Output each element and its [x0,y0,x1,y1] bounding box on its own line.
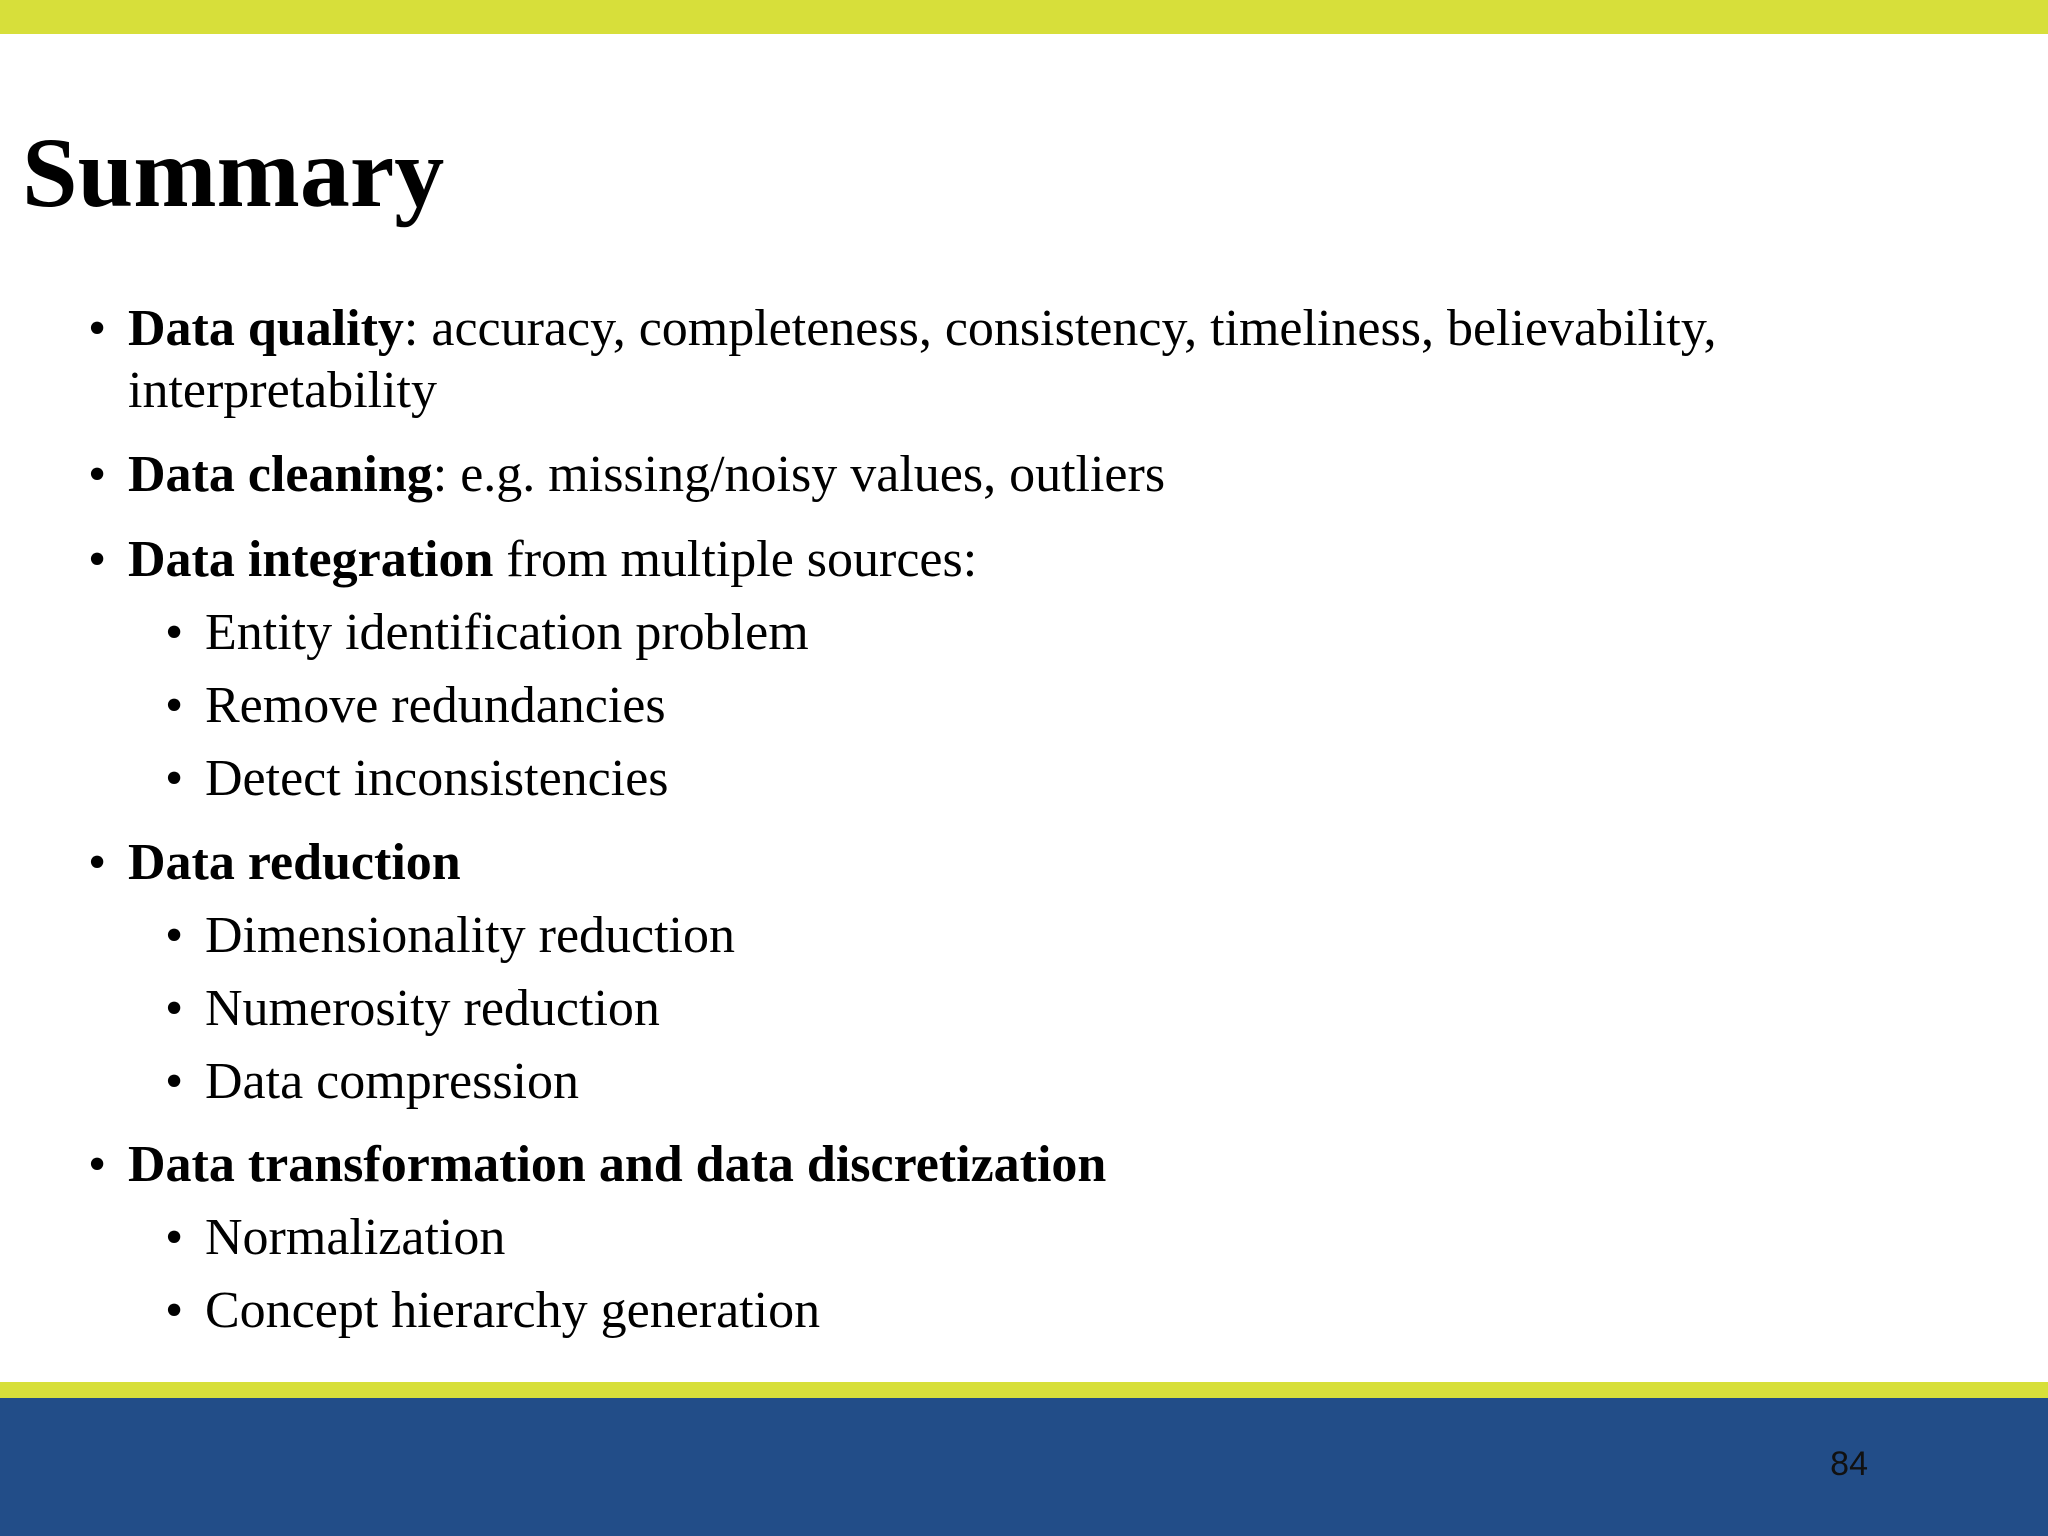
sub-bullet-text: Detect inconsistencies [205,750,669,807]
bullet-text: interpretability [128,362,438,419]
bullet-data-integration [88,529,978,591]
bullet-dot: • [165,677,184,734]
bullet-term: Data cleaning [128,446,433,503]
bullet-term: Data transformation and data discretization [128,1136,1107,1193]
sub-bullet [165,978,660,1040]
sub-bullet-text: Data compression [205,1053,580,1110]
bullet-term: Data quality [128,300,404,357]
bullet-dot: • [165,750,184,807]
bullet-data-cleaning [88,444,1166,506]
bullet-data-quality [88,298,1717,360]
bullet-dot: • [165,1209,184,1266]
sub-bullet-text: Normalization [205,1209,506,1266]
bullet-term: Data reduction [128,834,461,891]
footer-accent-line [0,1382,2048,1398]
bullet-dot: • [88,834,107,891]
page-number: 84 [1830,1445,1868,1483]
bullet-text: from multiple sources: [493,531,978,588]
sub-bullet-text: Concept hierarchy generation [205,1282,821,1339]
bullet-dot: • [165,604,184,661]
footer-bar [0,1398,2048,1536]
sub-bullet-text: Numerosity reduction [205,980,660,1037]
slide-title: Summary [22,117,445,228]
bullet-dot: • [165,1053,184,1110]
top-accent-bar [0,0,2048,34]
bullet-text: : accuracy, completeness, consistency, timeliness, believability, [403,300,1717,357]
sub-bullet [165,748,669,810]
bullet-dot: • [165,1282,184,1339]
bullet-dot: • [88,1136,107,1193]
bullet-data-transformation [88,1134,1107,1196]
sub-bullet-text: Entity identification problem [205,604,809,661]
sub-bullet [165,602,809,664]
sub-bullet [165,1207,506,1269]
sub-bullet-text: Remove redundancies [205,677,666,734]
bullet-dot: • [165,907,184,964]
bullet-dot: • [165,980,184,1037]
bullet-dot: • [88,531,107,588]
sub-bullet [165,675,666,737]
bullet-dot: • [88,446,107,503]
sub-bullet [165,1280,821,1342]
bullet-data-reduction [88,832,461,894]
bullet-dot: • [88,300,107,357]
sub-bullet-text: Dimensionality reduction [205,907,736,964]
sub-bullet [165,1051,580,1113]
bullet-data-quality-continued [128,360,437,422]
bullet-term: Data integration [128,531,494,588]
bullet-text: : e.g. missing/noisy values, outliers [432,446,1166,503]
sub-bullet [165,905,736,967]
